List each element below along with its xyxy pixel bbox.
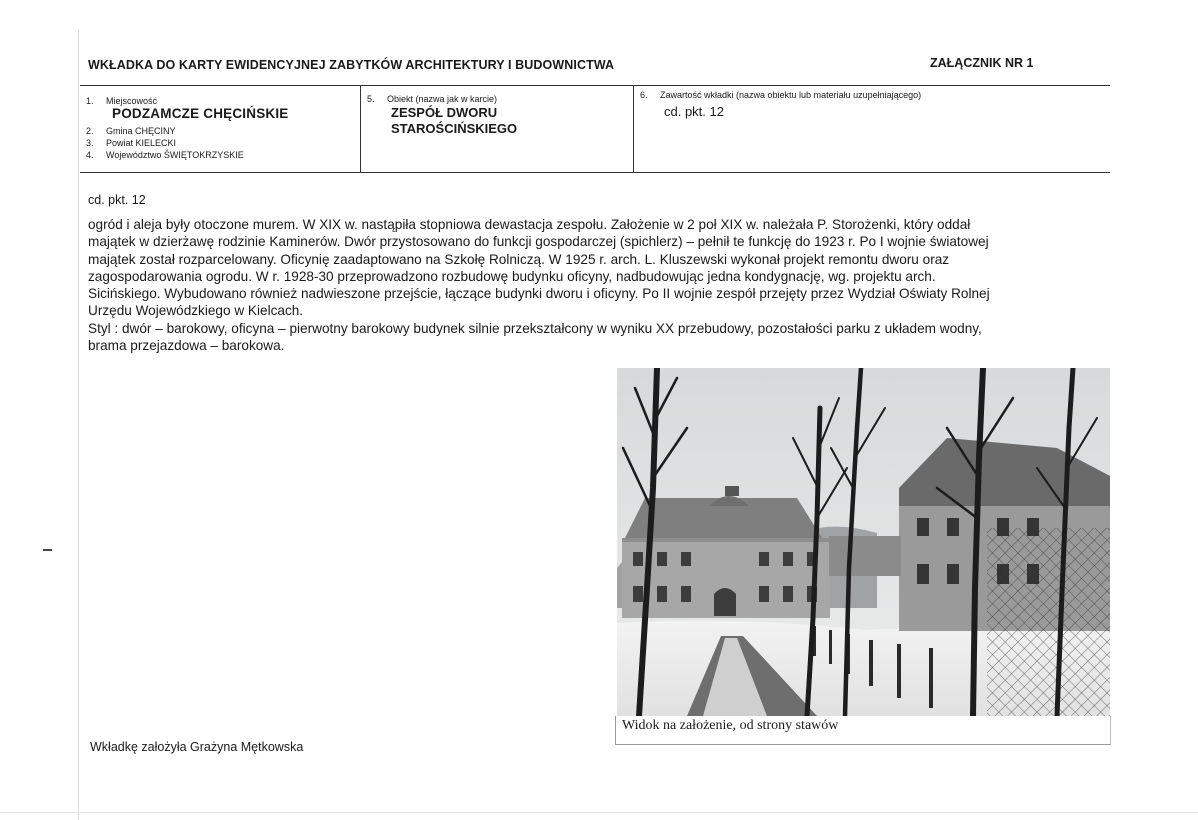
contents-label: Zawartość wkładki (nazwa obiektu lub materiału uzupełniającego) [660,90,922,100]
contents-value: cd. pkt. 12 [664,104,724,119]
powiat-value: Powiat KIELECKI [106,138,177,148]
history-text [88,216,1118,354]
text-line: ogród i aleja były otoczone murem. W XIX w. nastąpiła stopniowa dewastacja zespołu. Założenie w 2 poł XIX w. należała P. Storożenki, który oddał [88,217,971,232]
location-cell [80,86,360,172]
object-label-row: 5. Obiekt (nazwa jak w karcie) [367,94,498,104]
powiat-row: 3. Powiat KIELECKI [86,138,177,148]
text-line: Sicińskiego. Wybudowano również nadwieszone przejście, łączące budynki dworu i oficyny. Po II wojnie zespół przejęty przez Wydział Oświaty Rolnej [88,286,990,302]
contents-cell [633,86,1110,172]
document-title: WKŁADKA DO KARTY EWIDENCYJNEJ ZABYTKÓW ARCHITEKTURY I BUDOWNICTWA [88,58,615,72]
photo-caption-box [615,716,1111,745]
margin-mark [43,549,52,551]
voivodeship-value: Województwo ŚWIĘTOKRZYSKIE [106,150,244,160]
object-cell [360,86,634,172]
object-name-line2: STAROŚCIŃSKIEGO [391,121,518,136]
text-line: zagospodarowania ogrodu. W r. 1928-30 przeprowadzono rozbudowę budynku oficyny, nadbudowując jedna kondygnację, wg. projektu arch. [88,268,936,284]
text-line: majątek w dzierżawę rodzinie Kaminerów. Dwór przystosowano do funkcji gospodarczej (spichlerz) – pełnił te funkcję do 1923 r. Po I wojnie światowej [88,234,989,250]
text-line: brama przejazdowa – barokowa. [88,338,285,354]
gmina-value: Gmina CHĘCINY [106,126,176,136]
continuation-label: cd. pkt. 12 [88,193,146,207]
scan-edge-left [78,30,79,820]
object-name [391,105,517,137]
text-line: Urzędu Wojewódzkiego w Kielcach. [88,303,304,319]
manor-photo-illustration [617,368,1110,716]
text-line: majątek został rozparcelowany. Oficynię zaadaptowano na Szkołę Rolniczą. W 1925 r. arch. L. Kluszewski wykonał projekt remontu dworu oraz [88,251,950,267]
manor-photo [617,368,1110,716]
annex-label: ZAŁĄCZNIK NR 1 [930,56,1034,70]
author-note: Wkładkę założyła Grażyna Mętkowska [90,740,304,754]
location-label-row: 1. Miejscowość [86,96,158,106]
text-line: Styl : dwór – barokowy, oficyna – pierwotny barokowy budynek silnie przekształcony w wyniku XX przebudowy, pozostałości parku z układem wodny, [88,320,982,336]
scan-edge-bottom [0,812,1198,813]
gmina-row: 2. Gmina CHĘCINY [86,126,176,136]
object-name-line1: ZESPÓŁ DWORU [391,105,498,120]
object-label: Obiekt (nazwa jak w karcie) [387,94,498,104]
location-label: Miejscowość [106,96,158,106]
contents-label-row: 6. Zawartość wkładki (nazwa obiektu lub materiału uzupełniającego) [640,90,922,100]
voivodeship-row: 4. Województwo ŚWIĘTOKRZYSKIE [86,150,244,160]
location-value: PODZAMCZE CHĘCIŃSKIE [112,106,289,121]
photo-caption: Widok na założenie, od strony stawów [622,718,839,733]
header-table [80,85,1110,173]
